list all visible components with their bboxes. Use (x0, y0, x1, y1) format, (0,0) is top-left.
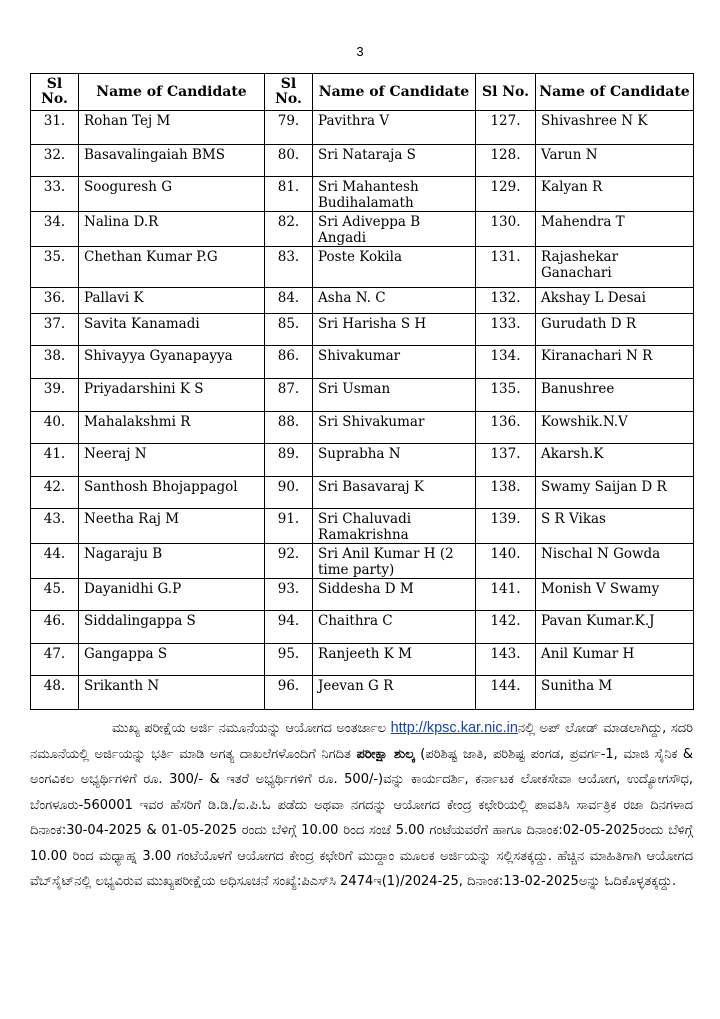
serial-number: 44. (31, 544, 79, 579)
table-row (31, 212, 694, 247)
serial-number: 43. (31, 509, 79, 544)
candidate-name: Jeevan G R (313, 676, 476, 710)
header-name-of-candidate: Name of Candidate (313, 74, 476, 111)
candidate-name: S R Vikas (536, 509, 694, 544)
header-name-of-candidate: Name of Candidate (79, 74, 265, 111)
candidate-name: Rajashekar Ganachari (536, 247, 694, 288)
serial-number: 88. (265, 412, 313, 444)
candidate-name: Gurudath D R (536, 314, 694, 346)
serial-number: 80. (265, 145, 313, 177)
candidate-name: Monish V Swamy (536, 579, 694, 611)
serial-number: 48. (31, 676, 79, 710)
table-row (31, 477, 694, 509)
candidate-name: Neeraj N (79, 444, 265, 477)
candidate-name: Sri Nataraja S (313, 145, 476, 177)
candidate-name: Nagaraju B (79, 544, 265, 579)
serial-number: 93. (265, 579, 313, 611)
candidate-name: Sooguresh G (79, 177, 265, 212)
candidate-name: Savita Kanamadi (79, 314, 265, 346)
candidate-name: Kalyan R (536, 177, 694, 212)
kpsc-website-link[interactable]: http://kpsc.kar.nic.in (390, 720, 518, 736)
serial-number: 39. (31, 379, 79, 412)
serial-number: 142. (476, 611, 536, 644)
candidate-name: Suprabha N (313, 444, 476, 477)
notice-text: ಮುಖ್ಯ ಪರೀಕ್ಷೆಯ ಅರ್ಜಿ ನಮೂನೆಯನ್ನು ಆಯೋಗದ ಅಂತರ್ಜಾಲ (112, 721, 391, 736)
candidate-name: Varun N (536, 145, 694, 177)
table-row (31, 676, 694, 710)
serial-number: 42. (31, 477, 79, 509)
table-row (31, 444, 694, 477)
serial-number: 130. (476, 212, 536, 247)
candidate-name: Swamy Saijan D R (536, 477, 694, 509)
serial-number: 132. (476, 288, 536, 314)
serial-number: 34. (31, 212, 79, 247)
candidate-name: Sri Harisha S H (313, 314, 476, 346)
serial-number: 86. (265, 346, 313, 379)
candidate-name: Gangappa S (79, 644, 265, 676)
candidate-name: Anil Kumar H (536, 644, 694, 676)
serial-number: 85. (265, 314, 313, 346)
candidate-name: Chethan Kumar P.G (79, 247, 265, 288)
serial-number: 79. (265, 111, 313, 145)
candidate-name: Kiranachari N R (536, 346, 694, 379)
serial-number: 129. (476, 177, 536, 212)
serial-number: 35. (31, 247, 79, 288)
serial-number: 136. (476, 412, 536, 444)
candidate-name: Srikanth N (79, 676, 265, 710)
notice-text: ನಲ್ಲಿ ಅಪ್ ಲೋಡ್ ಮಾಡಲಾಗಿದ್ದು, ಸದರಿ ನಮೂನೆಯಲ್ಲಿ ಅರ್ಜಿಯನ್ನು ಭರ್ತಿ ಮಾಡಿ ಅಗತ್ಯ ದಾಖಲೆಗಳೊಂದಿಗೆ ನಿಗದಿತ (30, 721, 693, 762)
table-row (31, 111, 694, 145)
serial-number: 40. (31, 412, 79, 444)
serial-number: 144. (476, 676, 536, 710)
table-row (31, 145, 694, 177)
serial-number: 45. (31, 579, 79, 611)
candidate-name: Rohan Tej M (79, 111, 265, 145)
serial-number: 82. (265, 212, 313, 247)
serial-number: 143. (476, 644, 536, 676)
table-row (31, 177, 694, 212)
table-row (31, 579, 694, 611)
candidate-name: Sri Usman (313, 379, 476, 412)
serial-number: 133. (476, 314, 536, 346)
serial-number: 139. (476, 509, 536, 544)
table-body (31, 111, 694, 710)
serial-number: 87. (265, 379, 313, 412)
table-row (31, 509, 694, 544)
candidate-name: Sunitha M (536, 676, 694, 710)
serial-number: 81. (265, 177, 313, 212)
serial-number: 91. (265, 509, 313, 544)
serial-number: 31. (31, 111, 79, 145)
candidate-name: Mahalakshmi R (79, 412, 265, 444)
candidate-name: Akshay L Desai (536, 288, 694, 314)
candidate-name: Sri Chaluvadi Ramakrishna (313, 509, 476, 544)
candidate-name: Basavalingaiah BMS (79, 145, 265, 177)
candidate-name: Kowshik.N.V (536, 412, 694, 444)
candidate-name: Pavithra V (313, 111, 476, 145)
serial-number: 131. (476, 247, 536, 288)
candidate-name: Siddalingappa S (79, 611, 265, 644)
candidate-name: Asha N. C (313, 288, 476, 314)
table-row (31, 412, 694, 444)
exam-fee-label: ಪರೀಕ್ಷಾ ಶುಲ್ಕ (356, 746, 415, 762)
serial-number: 140. (476, 544, 536, 579)
table-row (31, 288, 694, 314)
serial-number: 95. (265, 644, 313, 676)
serial-number: 38. (31, 346, 79, 379)
serial-number: 141. (476, 579, 536, 611)
serial-number: 47. (31, 644, 79, 676)
candidate-name: Priyadarshini K S (79, 379, 265, 412)
candidate-table (30, 73, 694, 710)
candidate-name: Shivashree N K (536, 111, 694, 145)
serial-number: 90. (265, 477, 313, 509)
serial-number: 32. (31, 145, 79, 177)
candidate-name: Ranjeeth K M (313, 644, 476, 676)
serial-number: 84. (265, 288, 313, 314)
candidate-name: Sri Mahantesh Budihalamath (313, 177, 476, 212)
header-sl-no: Sl No. (476, 74, 536, 111)
table-row (31, 611, 694, 644)
candidate-name: Sri Shivakumar (313, 412, 476, 444)
serial-number: 41. (31, 444, 79, 477)
serial-number: 36. (31, 288, 79, 314)
table-row (31, 247, 694, 288)
candidate-name: Siddesha D M (313, 579, 476, 611)
candidate-name: Chaithra C (313, 611, 476, 644)
candidate-name: Pavan Kumar.K.J (536, 611, 694, 644)
serial-number: 128. (476, 145, 536, 177)
candidate-name: Pallavi K (79, 288, 265, 314)
notice-text: (ಪರಿಶಿಷ್ಟ ಜಾತಿ, ಪರಿಶಿಷ್ಟ ಪಂಗಡ, ಪ್ರವರ್ಗ-1, ಮಾಜಿ ಸೈನಿಕ & ಅಂಗವಿಕಲ ಅಭ್ಯರ್ಥಿಗಳಿಗೆ ರೂ. 300/- & ಇತರೆ ಅಭ್ಯರ್ಥಿಗಳಿಗೆ ರೂ. 500/-)ವನ್ನು ಕಾರ್ಯದರ್ಶಿ, ಕರ್ನಾಟಕ ಲೋಕಸೇವಾ ಆಯೋಗ, ಉದ್ಯೋಗಸೌಧ, ಬೆಂಗಳೂರು-560001 ಇವರ ಹೆಸರಿಗೆ ಡಿ.ಡಿ./ಐ.ಪಿ.ಓ ಪಡೆದು ಅಥವಾ ನಗದನ್ನು ಆಯೋಗದ ಕೇಂದ್ರ ಕಛೇರಿಯಲ್ಲಿ ಪಾವತಿಸಿ ಸಾರ್ವತ್ರಿಕ ರಜಾ ದಿನಗಳಾದ ದಿನಾಂಕ:30-04-2025 & 01-05-2025 ರಂದು ಬೆಳಿಗ್ಗೆ 10.00 ರಿಂದ ಸಂಜೆ 5.00 ಗಂಟೆಯವರೆಗೆ ಹಾಗೂ ದಿನಾಂಕ:02-05-2025ರಂದು ಬೆಳಿಗ್ಗೆ 10.00 ರಿಂದ ಮಧ್ಯಾಹ್ನ 3.00 ಗಂಟೆಯೊಳಗೆ ಆಯೋಗದ ಕೇಂದ್ರ ಕಛೇರಿಗೆ ಮುದ್ದಾಂ ಮೂಲಕ ಅರ್ಜಿಯನ್ನು ಸಲ್ಲಿಸತಕ್ಕದ್ದು. ಹೆಚ್ಚಿನ ಮಾಹಿತಿಗಾಗಿ ಆಯೋಗದ ವೆಬ್‌ಸೈಟ್‌ನಲ್ಲಿ ಲಭ್ಯವಿರುವ ಮುಖ್ಯಪರೀಕ್ಷೆಯ ಅಧಿಸೂಚನೆ ಸಂಖ್ಯೆ:ಪಿಎಸ್‌ಸಿ 2474ಇ(1)/2024-25, ದಿನಾಂಕ:13-02-2025ಅನ್ನು ಓದಿಕೊಳ್ಳತಕ್ಕದ್ದು. (30, 746, 694, 889)
serial-number: 46. (31, 611, 79, 644)
candidate-name: Shivakumar (313, 346, 476, 379)
serial-number: 92. (265, 544, 313, 579)
candidate-name: Santhosh Bhojappagol (79, 477, 265, 509)
candidate-name: Sri Basavaraj K (313, 477, 476, 509)
notice-paragraph (30, 716, 693, 895)
candidate-name: Akarsh.K (536, 444, 694, 477)
serial-number: 137. (476, 444, 536, 477)
candidate-name: Nalina D.R (79, 212, 265, 247)
serial-number: 138. (476, 477, 536, 509)
table-row (31, 644, 694, 676)
table-row (31, 314, 694, 346)
candidate-name: Banushree (536, 379, 694, 412)
candidate-name: Poste Kokila (313, 247, 476, 288)
serial-number: 89. (265, 444, 313, 477)
candidate-name: Shivayya Gyanapayya (79, 346, 265, 379)
serial-number: 135. (476, 379, 536, 412)
candidate-name: Mahendra T (536, 212, 694, 247)
serial-number: 83. (265, 247, 313, 288)
table-row (31, 379, 694, 412)
serial-number: 94. (265, 611, 313, 644)
serial-number: 96. (265, 676, 313, 710)
page-number: 3 (356, 44, 364, 59)
candidate-name: Nischal N Gowda (536, 544, 694, 579)
header-sl-no: Sl No. (31, 74, 79, 111)
serial-number: 127. (476, 111, 536, 145)
header-name-of-candidate: Name of Candidate (536, 74, 694, 111)
header-sl-no: Sl No. (265, 74, 313, 111)
table-row (31, 346, 694, 379)
candidate-name: Dayanidhi G.P (79, 579, 265, 611)
table-header-row (31, 74, 694, 111)
candidate-name: Neetha Raj M (79, 509, 265, 544)
serial-number: 33. (31, 177, 79, 212)
serial-number: 134. (476, 346, 536, 379)
serial-number: 37. (31, 314, 79, 346)
table-row (31, 544, 694, 579)
candidate-name: Sri Anil Kumar H (2 time party) (313, 544, 476, 579)
candidate-name: Sri Adiveppa B Angadi (313, 212, 476, 247)
